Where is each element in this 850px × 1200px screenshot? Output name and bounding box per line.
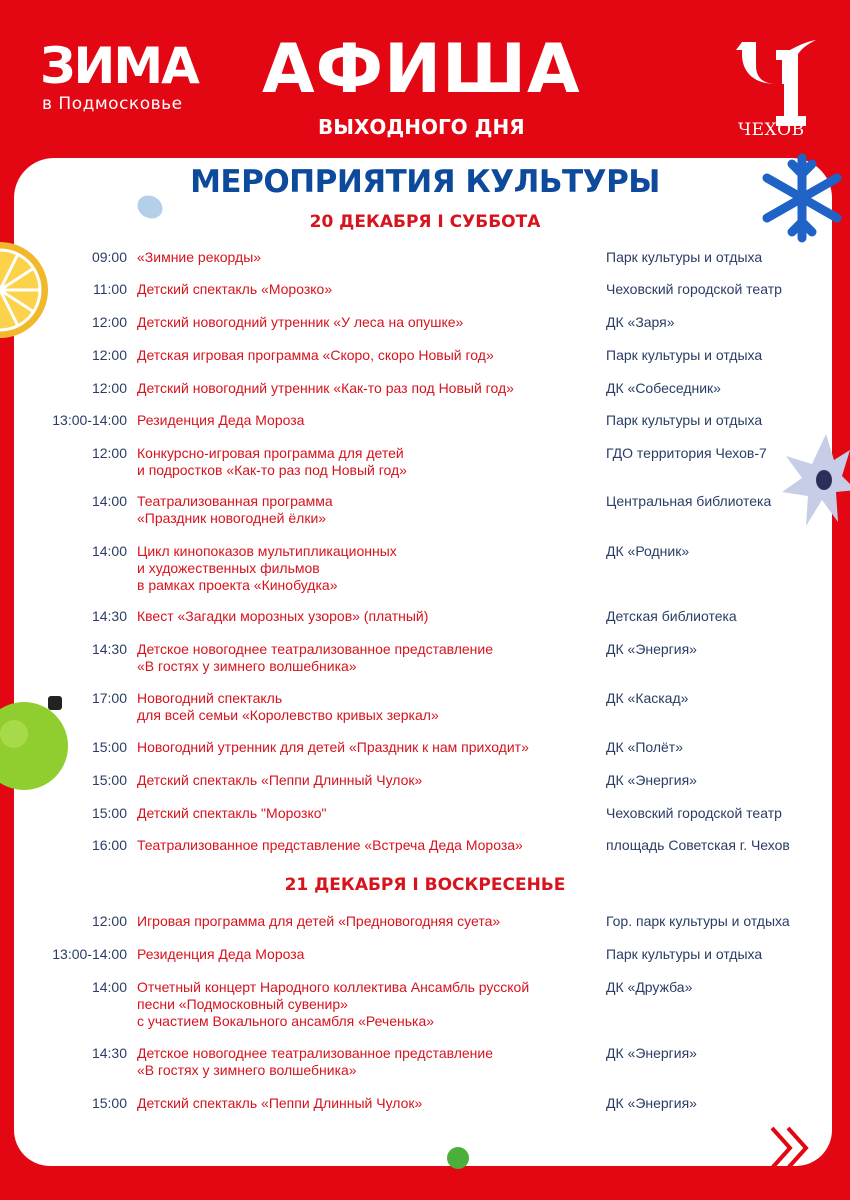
event-title: Театрализованное представление «Встреча Деда Мороза» <box>137 837 523 853</box>
event-title: Конкурсно-игровая программа для детей и подростков «Как-то раз под Новый год» <box>137 445 407 478</box>
event-place: ДК «Каскад» <box>606 690 689 706</box>
event-title: Детский спектакль «Пеппи Длинный Чулок» <box>137 1095 423 1111</box>
event-place: Парк культуры и отдыха <box>606 946 763 962</box>
event-time: 14:00 <box>91 543 127 559</box>
event-title: Детское новогоднее театрализованное представление «В гостях у зимнего волшебника» <box>137 1045 494 1078</box>
next-page-chevron-icon[interactable] <box>768 1126 814 1170</box>
event-title: Цикл кинопоказов мультипликационных и художественных фильмов в рамках проекта «Кинобудка» <box>137 543 397 593</box>
event-title: Новогодний спектакль для всей семьи «Королевство кривых зеркал» <box>137 690 439 723</box>
event-place: ДК «Энергия» <box>606 1045 697 1061</box>
event-title: Резиденция Деда Мороза <box>137 412 305 428</box>
page-indicator-dot <box>447 1147 469 1169</box>
event-title: Детский спектакль "Морозко" <box>137 805 327 821</box>
event-time: 14:30 <box>91 608 127 624</box>
event-title: Детский новогодний утренник «У леса на опушке» <box>137 314 464 330</box>
event-title: Театрализованная программа «Праздник новогодней ёлки» <box>137 493 333 526</box>
event-time: 12:00 <box>91 380 127 396</box>
event-time: 14:00 <box>91 979 127 995</box>
event-place: Парк культуры и отдыха <box>606 249 763 265</box>
event-place: ДК «Энергия» <box>606 1095 697 1111</box>
event-title: Игровая программа для детей «Предновогодняя суета» <box>137 913 501 929</box>
event-title: Отчетный концерт Народного коллектива Ансамбль русской песни «Подмосковный сувенир» с участием Вокального ансамбля «Реченька» <box>137 979 530 1029</box>
brand-title: ЗИМА <box>40 37 198 95</box>
event-title: Резиденция Деда Мороза <box>137 946 305 962</box>
event-place: Чеховский городской театр <box>606 805 782 821</box>
event-title: Детская игровая программа «Скоро, скоро Новый год» <box>137 347 494 363</box>
event-title: Квест «Загадки морозных узоров» (платный) <box>137 608 429 624</box>
event-title: «Зимние рекорды» <box>137 249 262 265</box>
event-time: 16:00 <box>91 837 127 853</box>
event-place: Парк культуры и отдыха <box>606 412 763 428</box>
event-title: Детский новогодний утренник «Как-то раз под Новый год» <box>137 380 514 396</box>
event-time: 17:00 <box>91 690 127 706</box>
event-place: Парк культуры и отдыха <box>606 347 763 363</box>
event-place: ДК «Энергия» <box>606 641 697 657</box>
event-title: Новогодний утренник для детей «Праздник к нам приходит» <box>137 739 529 755</box>
star-ornament-icon <box>776 430 850 530</box>
event-place: площадь Советская г. Чехов <box>606 837 790 853</box>
event-place: Центральная библиотека <box>606 493 772 509</box>
event-time: 12:00 <box>91 445 127 461</box>
event-place: ДК «Энергия» <box>606 772 697 788</box>
event-place: ДК «Дружба» <box>606 979 693 995</box>
event-title: Детский спектакль «Морозко» <box>137 281 333 297</box>
event-time: 12:00 <box>91 913 127 929</box>
event-time: 15:00 <box>91 739 127 755</box>
event-time: 13:00-14:00 <box>52 946 127 962</box>
orange-slice-icon <box>0 238 52 342</box>
event-time: 15:00 <box>91 1095 127 1111</box>
brand-subtitle: в Подмосковье <box>42 94 183 114</box>
event-place: ГДО территория Чехов-7 <box>606 445 767 461</box>
event-place: ДК «Собеседник» <box>606 380 721 396</box>
poster-subtitle: ВЫХОДНОГО ДНЯ <box>318 115 525 139</box>
event-place: Детская библиотека <box>606 608 737 624</box>
event-place: ДК «Полёт» <box>606 739 684 755</box>
event-time: 14:30 <box>91 641 127 657</box>
christmas-ball-icon <box>0 690 70 794</box>
event-time: 12:00 <box>91 347 127 363</box>
day-heading-saturday: 20 ДЕКАБРЯ I СУББОТА <box>309 212 541 232</box>
poster-title: АФИША <box>262 30 581 109</box>
day-heading-sunday: 21 ДЕКАБРЯ I ВОСКРЕСЕНЬЕ <box>284 875 566 895</box>
event-place: Гор. парк культуры и отдыха <box>606 913 790 929</box>
event-place: ДК «Заря» <box>606 314 675 330</box>
event-title: Детский спектакль «Пеппи Длинный Чулок» <box>137 772 423 788</box>
event-time: 15:00 <box>91 805 127 821</box>
logo-city-name: ЧЕХОВ <box>738 120 805 140</box>
event-time: 15:00 <box>91 772 127 788</box>
event-time: 14:00 <box>91 493 127 509</box>
event-place: ДК «Родник» <box>606 543 690 559</box>
event-time: 13:00-14:00 <box>52 412 127 428</box>
event-time: 11:00 <box>93 281 127 297</box>
page-title: МЕРОПРИЯТИЯ КУЛЬТУРЫ <box>190 164 660 200</box>
event-title: Детское новогоднее театрализованное представление «В гостях у зимнего волшебника» <box>137 641 494 674</box>
event-time: 09:00 <box>91 249 127 265</box>
event-time: 12:00 <box>91 314 127 330</box>
event-place: Чеховский городской театр <box>606 281 782 297</box>
event-time: 14:30 <box>91 1045 127 1061</box>
